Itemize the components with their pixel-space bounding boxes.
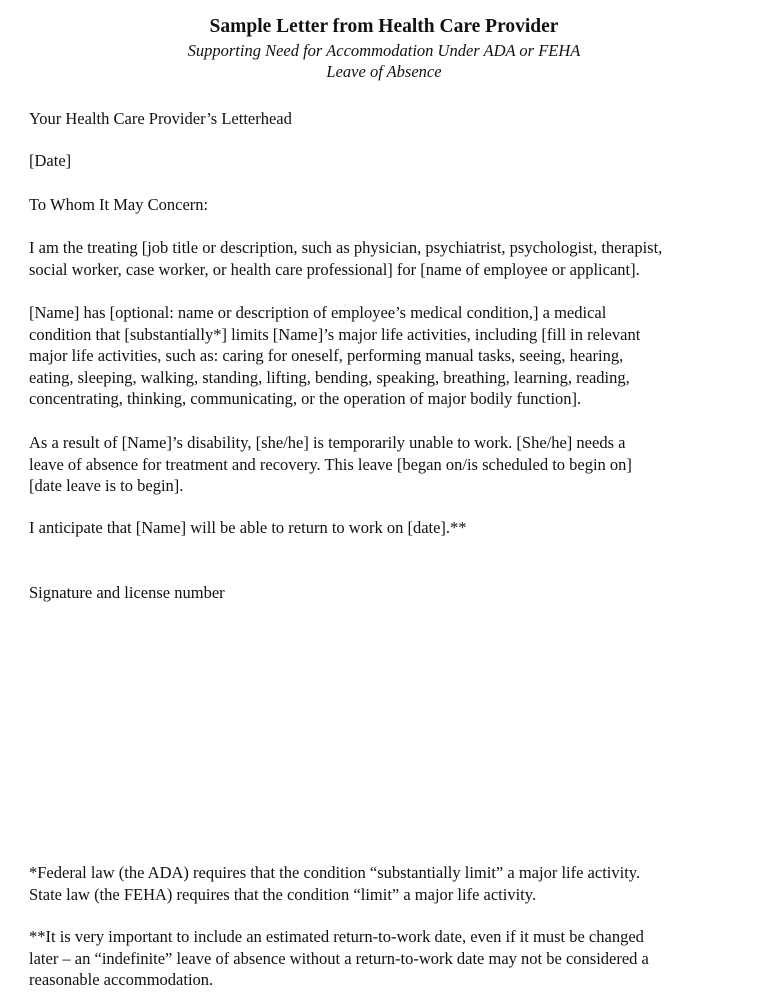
footnote-line: **It is very important to include an estimated return-to-work date, even if it must be changed [29, 927, 644, 946]
footnote-line: reasonable accommodation. [29, 970, 214, 989]
footnote-ada-feha [29, 862, 749, 905]
footnote-line: State law (the FEHA) requires that the condition “limit” a major life activity. [29, 884, 537, 904]
footnote-line: *Federal law (the ADA) requires that the condition “substantially limit” a major life activity. [29, 863, 641, 882]
salutation: To Whom It May Concern: [29, 195, 209, 214]
letterhead-placeholder: Your Health Care Provider’s Letterhead [29, 109, 292, 128]
paragraph-line: major life activities, such as: caring for oneself, performing manual tasks, seeing, hearing, [29, 346, 624, 365]
paragraph-line: concentrating, thinking, communicating, or the operation of major bodily function]. [29, 389, 582, 408]
signature-line: Signature and license number [29, 583, 225, 602]
paragraph-line: As a result of [Name]’s disability, [she/he] is temporarily unable to work. [She/he] needs a [29, 433, 626, 452]
document-subtitle: Supporting Need for Accommodation Under ADA or FEHA [187, 41, 581, 60]
paragraph-line: leave of absence for treatment and recovery. This leave [began on/is scheduled to begin on] [29, 454, 632, 474]
paragraph-return-date: I anticipate that [Name] will be able to return to work on [date].** [29, 518, 467, 537]
footnote-return-to-work [29, 926, 749, 991]
date-placeholder: [Date] [29, 151, 72, 170]
paragraph-line: condition that [substantially*] limits [Name]’s major life activities, including [fill in relevant [29, 324, 641, 344]
paragraph-line: I am the treating [job title or description, such as physician, psychiatrist, psychologist, therapist, [29, 238, 663, 257]
document-title: Sample Letter from Health Care Provider [209, 16, 559, 37]
document-header [0, 14, 768, 82]
paragraph-line: social worker, case worker, or health care professional] for [name of employee or applicant]. [29, 259, 640, 279]
paragraph-line: eating, sleeping, walking, standing, lifting, bending, speaking, breathing, learning, reading, [29, 367, 630, 387]
paragraph-leave-of-absence [29, 432, 749, 497]
footnote-line: later – an “indefinite” leave of absence without a return-to-work date may not be considered a [29, 948, 649, 968]
paragraph-line: [date leave is to begin]. [29, 476, 184, 495]
paragraph-line: [Name] has [optional: name or description of employee’s medical condition,] a medical [29, 303, 607, 322]
paragraph-medical-condition [29, 302, 749, 410]
document-subtitle-line2: Leave of Absence [326, 62, 442, 81]
paragraph-treating-provider [29, 237, 749, 280]
